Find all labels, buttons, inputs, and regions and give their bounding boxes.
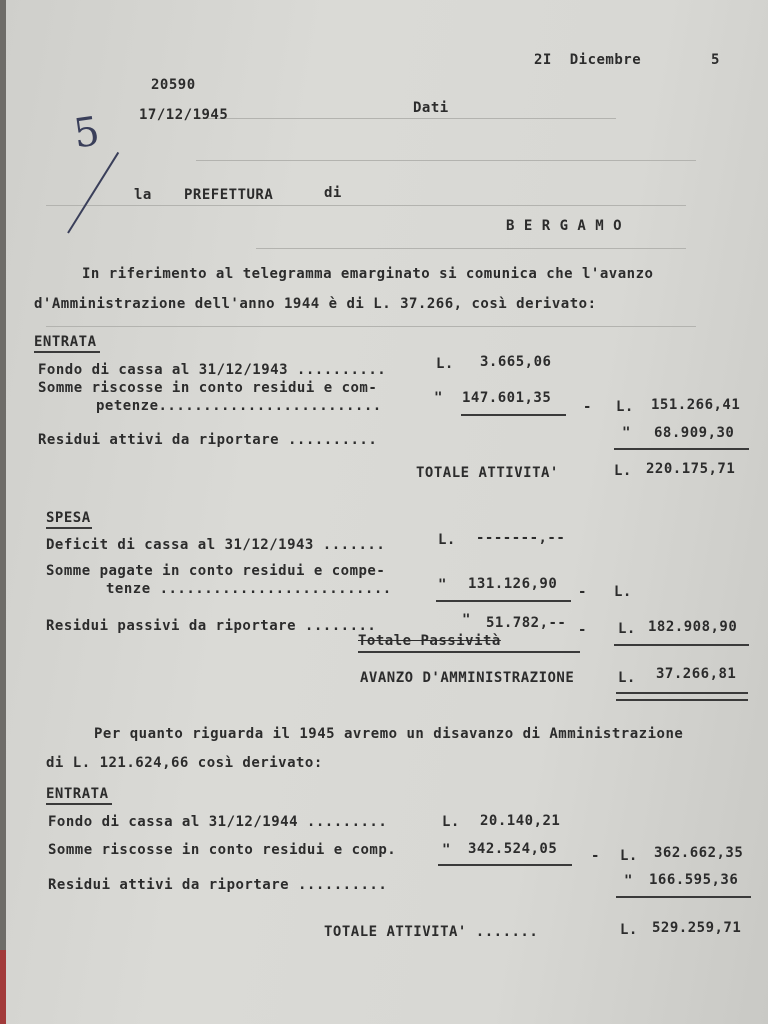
somme-pagate-amount: 131.126,90	[468, 576, 558, 592]
residui-attivi-1944-mark: "	[622, 425, 631, 441]
residui-passivi-dash: -	[578, 622, 587, 638]
heading-underline	[34, 351, 100, 353]
residui-passivi-amount: 51.782,--	[486, 615, 567, 631]
protocol-number: 20590	[151, 77, 196, 93]
residui-attivi-1945-label: Residui attivi da riportare ..........	[48, 877, 388, 893]
avanzo-label: AVANZO D'AMMINISTRAZIONE	[360, 670, 575, 686]
residui-attivi-1945-mark: "	[624, 873, 633, 889]
column-underline	[616, 896, 751, 898]
deficit-label: Deficit di cassa al 31/12/1943 .......	[46, 537, 386, 553]
passivita-currency: L.	[618, 621, 636, 637]
avanzo-amount: 37.266,81	[656, 666, 737, 682]
somme-riscosse-amount: 147.601,35	[462, 390, 552, 406]
column-underline	[614, 644, 749, 646]
total-double-underline	[616, 699, 748, 701]
addressee-article: la	[134, 187, 152, 203]
bleed-through-rule	[46, 205, 686, 206]
somme-riscosse-1945-amount: 342.524,05	[468, 841, 558, 857]
para-1945-line-1: Per quanto riguarda il 1945 avremo un disavanzo di Amministrazione	[94, 726, 684, 742]
somme-pagate-mark: "	[438, 577, 447, 593]
totale-attivita-1944-amount: 220.175,71	[646, 461, 736, 477]
handwritten-mark: 5	[70, 108, 103, 158]
fondo-cassa-1944-currency: L.	[442, 814, 460, 830]
fondo-cassa-1943-label: Fondo di cassa al 31/12/1943 ..........	[38, 362, 387, 378]
dati-label: Dati	[413, 100, 449, 116]
fondo-cassa-1944-label: Fondo di cassa al 31/12/1944 .........	[48, 814, 388, 830]
fondo-cassa-1943-amount: 3.665,06	[480, 354, 552, 370]
subtotal-entrata-1944: 151.266,41	[651, 397, 741, 413]
column-underline	[614, 448, 749, 450]
somme-riscosse-mark: "	[434, 390, 443, 406]
totale-attivita-1945-currency: L.	[620, 922, 638, 938]
intro-line-2: d'Amministrazione dell'anno 1944 è di L. 37.266, così derivato:	[34, 296, 597, 312]
bleed-through-rule	[256, 248, 686, 249]
page-number: 5	[711, 52, 720, 68]
residui-passivi-mark: "	[462, 612, 471, 628]
residui-attivi-1945-amount: 166.595,36	[649, 872, 739, 888]
bleed-through-rule	[196, 118, 616, 119]
somme-pagate-label-2: tenze ..........................	[106, 581, 392, 597]
header-date: 2I Dicembre	[534, 52, 642, 68]
totale-attivita-1945-label: TOTALE ATTIVITA' .......	[324, 924, 539, 940]
amount-underline	[461, 414, 566, 416]
somme-riscosse-1945-label: Somme riscosse in conto residui e comp.	[48, 842, 397, 858]
residui-attivi-1944-amount: 68.909,30	[654, 425, 735, 441]
red-binding-edge	[0, 950, 6, 1024]
avanzo-currency: L.	[618, 670, 636, 686]
column-underline	[358, 651, 580, 653]
intro-line-1: In riferimento al telegramma emarginato si comunica che l'avanzo	[82, 266, 654, 282]
totale-attivita-1944-currency: L.	[614, 463, 632, 479]
para-1945-line-2: di L. 121.624,66 così derivato:	[46, 755, 323, 771]
deficit-amount: -------,--	[476, 530, 566, 546]
entrata-heading-1945: ENTRATA	[46, 786, 109, 802]
subtotal-currency: L.	[616, 399, 634, 415]
somme-riscosse-label-2: petenze.........................	[96, 398, 382, 414]
residui-attivi-1944-label: Residui attivi da riportare ..........	[38, 432, 378, 448]
addressee-di: di	[324, 185, 342, 201]
subtotal-dash-1945: -	[591, 848, 600, 864]
totale-attivita-1944-label: TOTALE ATTIVITA'	[416, 465, 559, 481]
entrata-heading-1944: ENTRATA	[34, 334, 97, 350]
bleed-through-rule	[196, 160, 696, 161]
reference-date: 17/12/1945	[139, 107, 229, 123]
subtotal-entrata-1945: 362.662,35	[654, 845, 744, 861]
totale-passivita-label: Totale Passività	[358, 633, 501, 649]
fondo-cassa-1943-currency: L.	[436, 356, 454, 372]
heading-underline	[46, 803, 112, 805]
document-page	[6, 0, 768, 1024]
amount-underline	[436, 600, 571, 602]
amount-underline	[438, 864, 572, 866]
fondo-cassa-1944-amount: 20.140,21	[480, 813, 561, 829]
residui-passivi-label: Residui passivi da riportare ........	[46, 618, 377, 634]
somme-pagate-dash: -	[578, 584, 587, 600]
totale-attivita-1945-amount: 529.259,71	[652, 920, 742, 936]
somme-pagate-label-1: Somme pagate in conto residui e compe-	[46, 563, 386, 579]
heading-underline	[46, 527, 92, 529]
pencil-stroke	[67, 152, 119, 234]
total-double-underline	[616, 692, 748, 694]
deficit-currency: L.	[438, 532, 456, 548]
bleed-through-rule	[46, 326, 696, 327]
passivita-total: 182.908,90	[648, 619, 738, 635]
addressee: PREFETTURA	[184, 187, 274, 203]
somme-riscosse-1945-mark: "	[442, 842, 451, 858]
city: B E R G A M O	[506, 218, 623, 234]
somme-riscosse-label-1: Somme riscosse in conto residui e com-	[38, 380, 378, 396]
subtotal-currency-1945: L.	[620, 848, 638, 864]
somme-pagate-currency: L.	[614, 584, 632, 600]
subtotal-dash: -	[583, 399, 592, 415]
spesa-heading: SPESA	[46, 510, 91, 526]
